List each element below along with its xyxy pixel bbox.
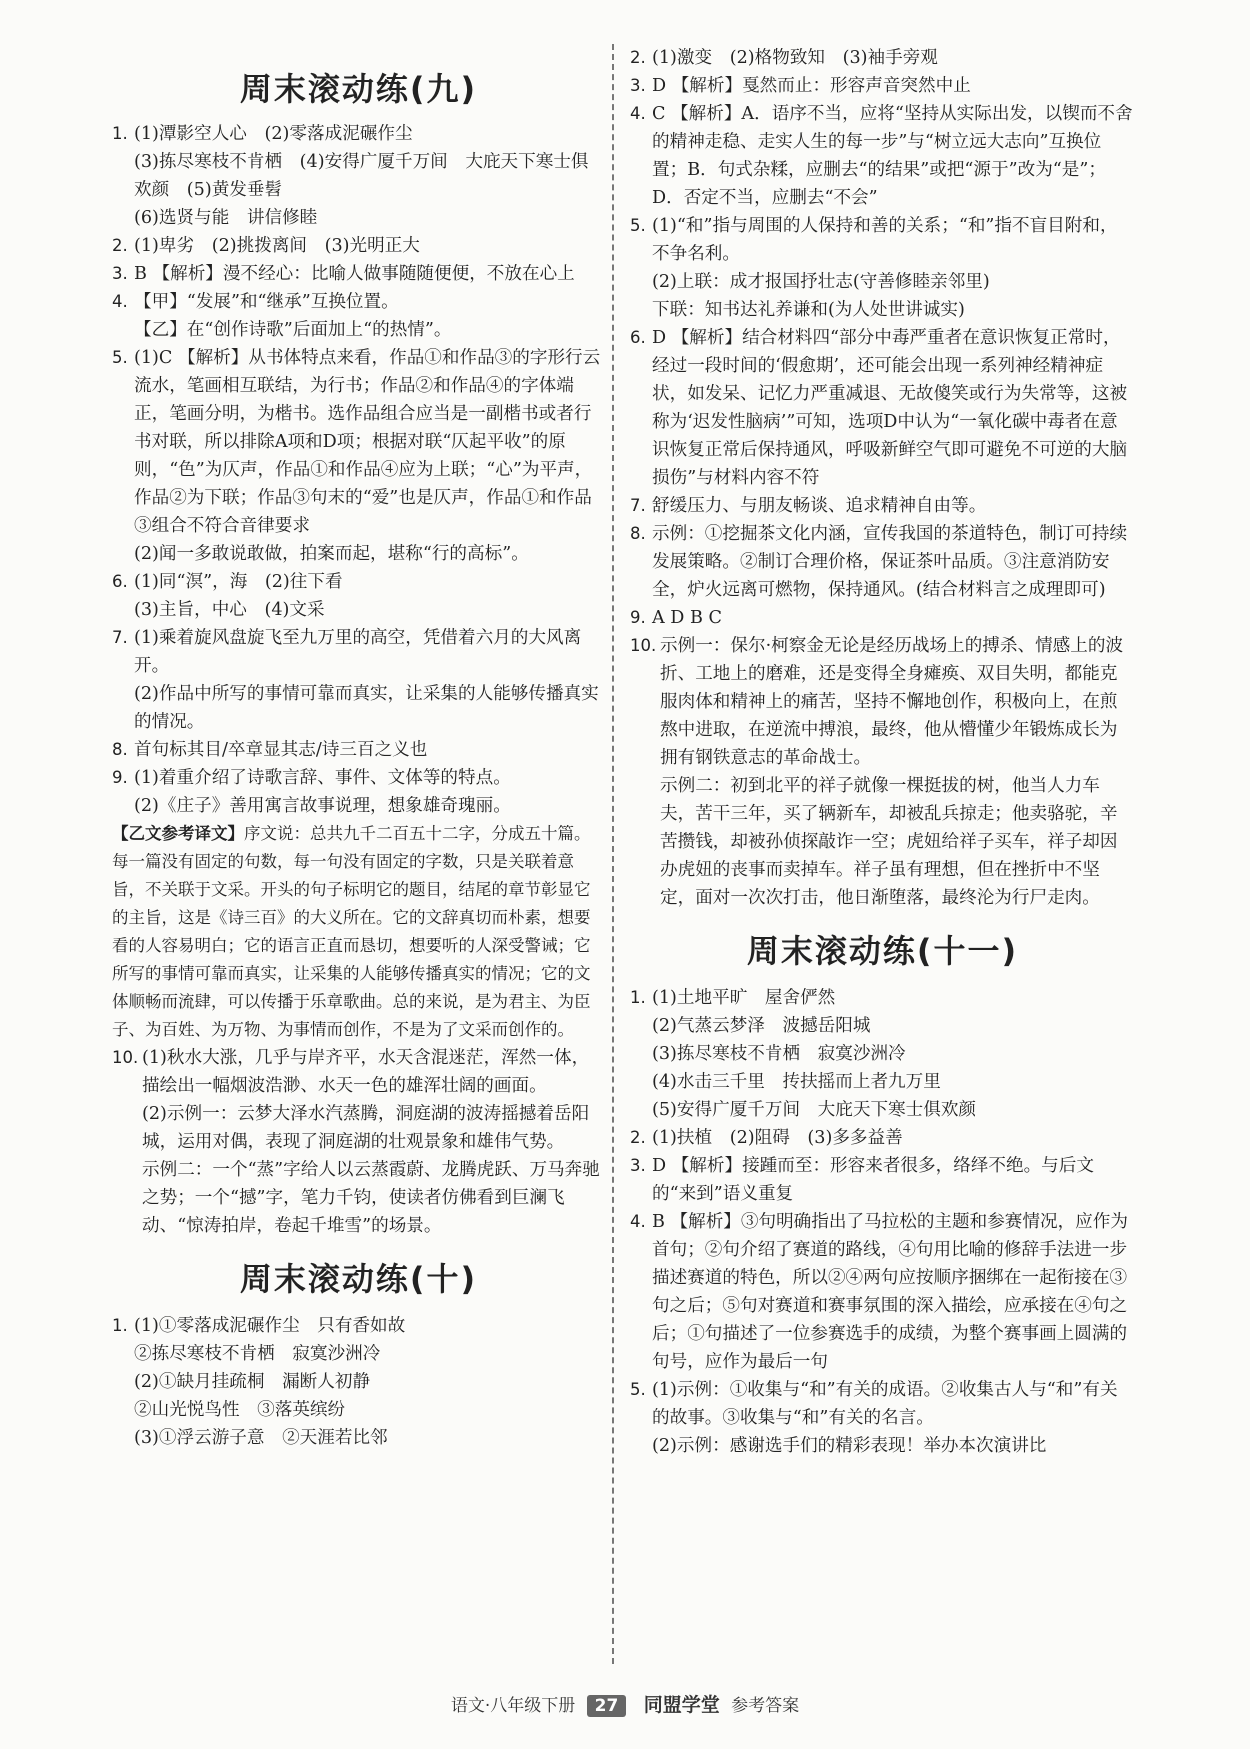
- answer-item: 5. (1)示例：①收集与“和”有关的成语。②收集古人与“和”有关的故事。③收集与“和”有关的名言。 (2)示例：感谢选手们的精彩表现！举办本次演讲比: [630, 1380, 1118, 1456]
- answer-item: 7. (1)乘着旋风盘旋飞至九万里的高空，凭借着六月的大风离开。 (2)作品中所写的事情可靠而真实，让采集的人能够传播真实的情况。: [112, 628, 599, 732]
- answer-item: 1. (1)①零落成泥碾作尘 只有香如故 ②拣尽寒枝不肯栖 寂寞沙洲冷 (2)①缺月挂疏桐 漏断人初静 ②山光悦鸟性 ③落英缤纷 (3)①浮云游子意 ②天涯若比邻: [112, 1316, 406, 1448]
- answer-item: 8. 示例：①挖掘茶文化内涵，宣传我国的茶道特色，制订可持续发展策略。②制订合理价格，保证茶叶品质。③注意消防安全，炉火远离可燃物，保持通风。(结合材料言之成理即可): [630, 524, 1128, 600]
- answer-item: 1. (1)潭影空人心 (2)零落成泥碾作尘 (3)拣尽寒枝不肯栖 (4)安得广厦千万间 大庇天下寒士俱欢颜 (5)黄发垂髫 (6)选贤与能 讲信修睦: [112, 124, 589, 228]
- answer-item: 2. (1)卑劣 (2)挑拨离间 (3)光明正大: [112, 236, 420, 256]
- answer-item: 3. B 【解析】漫不经心：比喻人做事随随便便，不放在心上: [112, 264, 575, 284]
- answer-item: 5. (1)“和”指与周围的人保持和善的关系；“和”指不盲目附和，不争名利。 (2)上联：成才报国抒壮志(守善修睦亲邻里) 下联：知书达礼养谦和(为人处世讲诚实): [630, 216, 1118, 320]
- answer-item: 6. D 【解析】结合材料四“部分中毒严重者在意识恢复正常时，经过一段时间的‘假愈期’，还可能会出现一系列神经精神症状，如发呆、记忆力严重减退、无故傻笑或行为失常等，这被称为‘迟发性脑病’”可知，选项D中认为“一氧化碳中毒者在意识恢复正常后保持通风，呼吸新鲜空气即可避免不可逆的大脑损伤”与材料内容不符: [630, 328, 1128, 488]
- section-title-9: 周末滚动练(九): [239, 70, 478, 108]
- answer-item: 5. (1)C 【解析】从书体特点来看，作品①和作品③的字形行云流水，笔画相互联结，为行书；作品②和作品④的字体端正，笔画分明，为楷书。选作品组合应当是一副楷书或者行书对联，所以排除A项和D项；根据对联“仄起平收”的原则，“色”为仄声，作品①和作品④应为上联；“心”为平声，作品②为下联；作品③句末的“爱”也是仄声，作品①和作品③组合不符合音律要求 (2)闻一多敢说敢做，拍案而起，堪称“行的高标”。: [112, 348, 601, 564]
- column-divider: [612, 44, 614, 1664]
- answer-item: 2. (1)扶植 (2)阻碍 (3)多多益善: [630, 1128, 903, 1148]
- page-number: 27: [587, 1695, 627, 1717]
- section-title-11: 周末滚动练(十一): [746, 932, 1019, 970]
- answer-item: 8. 首句标其目/卒章显其志/诗三百之义也: [112, 740, 428, 760]
- brand-logo: 同盟学堂: [643, 1694, 720, 1716]
- left-column: [112, 44, 605, 1452]
- footer-label: 参考答案: [731, 1696, 800, 1716]
- answer-item: 9. (1)着重介绍了诗歌言辞、事件、文体等的特点。 (2)《庄子》善用寓言故事说理，想象雄奇瑰丽。: [112, 768, 511, 816]
- answer-item: 4. B 【解析】③句明确指出了马拉松的主题和参赛情况，应作为首句；②句介绍了赛道的路线，④句用比喻的修辞手法进一步描述赛道的特色，所以②④两句应按顺序捆绑在一起衔接在③句之后；⑤句对赛道和赛事氛围的深入描绘，应承接在④句之后；①句描述了一位参赛选手的成绩，为整个赛事画上圆满的句号，应作为最后一句: [630, 1212, 1128, 1372]
- right-column: [630, 44, 1135, 1460]
- answer-item: 4. 【甲】“发展”和“继承”互换位置。 【乙】在“创作诗歌”后面加上“的热情”。: [112, 292, 452, 340]
- answer-item: 3. D 【解析】接踵而至：形容来者很多，络绎不绝。与后文的“来到”语义重复: [630, 1156, 1094, 1204]
- answer-item: 10. (1)秋水大涨，几乎与岸齐平，水天含混迷茫，浑然一体，描绘出一幅烟波浩渺、水天一色的雄浑壮阔的画面。 (2)示例一：云梦大泽水汽蒸腾，洞庭湖的波涛摇撼着岳阳城，运用对偶，表现了洞庭湖的壮观景象和雄伟气势。 示例二：一个“蒸”字给人以云蒸霞蔚、龙腾虎跃、万马奔驰之势；一个“撼”字，笔力千钧，使读者仿佛看到巨澜飞动、“惊涛拍岸，卷起千堆雪”的场景。: [112, 1048, 600, 1236]
- answer-item: 2. (1)激变 (2)格物致知 (3)袖手旁观: [630, 48, 938, 68]
- answer-item: 3. D 【解析】戛然而止：形容声音突然中止: [630, 76, 971, 96]
- answer-item: 7. 舒缓压力、与朋友畅谈、追求精神自由等。: [630, 496, 987, 516]
- answer-item: 10. 示例一：保尔·柯察金无论是经历战场上的搏杀、情感上的波折、工地上的磨难，还是变得全身瘫痪、双目失明，都能克服肉体和精神上的痛苦，坚持不懈地创作，积极向上，在煎熬中进取，在逆流中搏浪，最终，他从懵懂少年锻炼成长为拥有钢铁意志的革命战士。 示例二：初到北平的祥子就像一棵挺拔的树，他当人力车夫，苦干三年，买了辆新车，却被乱兵掠走；他卖骆驼，辛苦攒钱，却被孙侦探敲诈一空；虎妞给祥子买车，祥子却因办虎妞的丧事而卖掉车。祥子虽有理想，但在挫折中不坚定，面对一次次打击，他日渐堕落，最终沦为行尸走肉。: [630, 636, 1124, 908]
- answer-item: 6. (1)同“溟”，海 (2)往下看 (3)主旨，中心 (4)文采: [112, 572, 343, 620]
- answer-item: 4. C 【解析】A．语序不当，应将“坚持从实际出发，以锲而不舍的精神走稳、走实人生的每一步”与“树立远大志向”互换位置；B．句式杂糅，应删去“的结果”或把“源于”改为“是”；D．否定不当，应删去“不会”: [630, 104, 1133, 208]
- answer-item: 1. (1)土地平旷 屋舍俨然 (2)气蒸云梦泽 波撼岳阳城 (3)拣尽寒枝不肯栖 寂寞沙洲冷 (4)水击三千里 抟扶摇而上者九万里 (5)安得广厦千万间 大庇天下寒士俱欢颜: [630, 988, 977, 1120]
- footer-subject: 语文·八年级下册: [450, 1696, 576, 1716]
- section-title-10: 周末滚动练(十): [239, 1260, 478, 1298]
- page-footer: [0, 1690, 1250, 1717]
- translation-note: 【乙文参考译文】序文说：总共九千二百五十二字，分成五十篇。每一篇没有固定的句数，每一句没有固定的字数，只是关联着意旨，不关联于文采。开头的句子标明它的题目，结尾的章节彰显它的主旨，这是《诗三百》的大义所在。它的文辞真切而朴素，想要看的人容易明白；它的语言正直而恳切，想要听的人深受警诫；它所写的事情可靠而真实，让采集的人能够传播真实的情况；它的文体顺畅而流肆，可以传播于乐章歌曲。总的来说，是为君主、为臣子、为百姓、为万物、为事情而创作，不是为了文采而创作的。: [112, 824, 591, 1039]
- answer-item: 9. A D B C: [630, 608, 722, 628]
